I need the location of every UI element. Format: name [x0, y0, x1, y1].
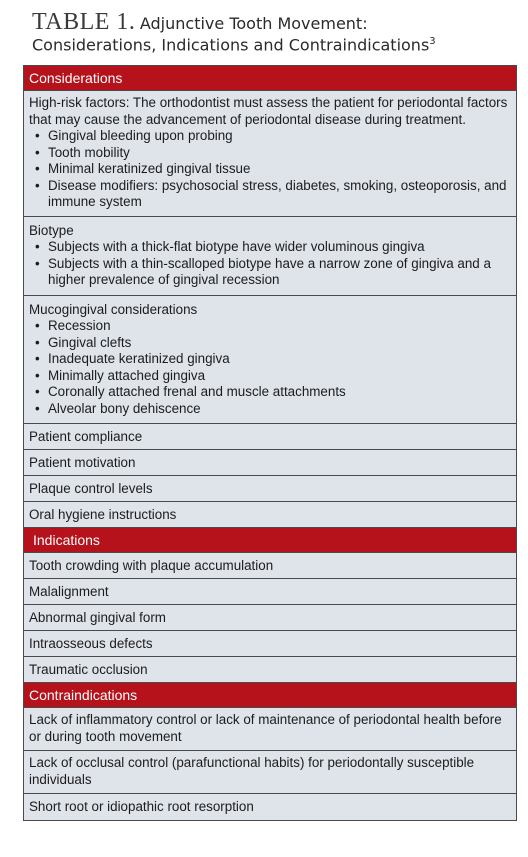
- mucogingival-list: [29, 318, 510, 417]
- considerations-table: [23, 65, 517, 821]
- section-header-indications: Indications: [24, 528, 516, 553]
- table-label: TABLE 1.: [32, 9, 136, 35]
- row-mucogingival: [24, 296, 516, 425]
- list-item: • Subjects with a thick-flat biotype have wider voluminous gingiva: [29, 239, 510, 256]
- table-row: Short root or idiopathic root resorption: [24, 794, 516, 820]
- biotype-list: [29, 239, 510, 289]
- list-item: • Alveolar bony dehiscence: [29, 401, 510, 418]
- list-item: • Minimally attached gingiva: [29, 368, 510, 385]
- list-item: • Gingival clefts: [29, 335, 510, 352]
- table-title: [32, 10, 512, 54]
- table-row: Patient motivation: [24, 450, 516, 476]
- table-row: Plaque control levels: [24, 476, 516, 502]
- list-item: • Disease modifiers: psychosocial stress, diabetes, smoking, osteoporosis, and immune system: [29, 178, 510, 211]
- row-high-risk-factors: [24, 91, 516, 217]
- list-item: • Tooth mobility: [29, 145, 510, 162]
- high-risk-list: [29, 128, 510, 211]
- title-footnote-ref: 3: [429, 36, 436, 48]
- table-row: Patient compliance: [24, 424, 516, 450]
- row-biotype: [24, 217, 516, 296]
- table-row: Lack of occlusal control (parafunctional habits) for periodontally susceptible individuals: [24, 751, 516, 794]
- table-row: Traumatic occlusion: [24, 657, 516, 683]
- list-item: • Inadequate keratinized gingiva: [29, 351, 510, 368]
- section-header-contraindications: Contraindications: [24, 683, 516, 708]
- table-row: Oral hygiene instructions: [24, 502, 516, 528]
- table-row: Malalignment: [24, 579, 516, 605]
- table-row: Abnormal gingival form: [24, 605, 516, 631]
- table-row: Intraosseous defects: [24, 631, 516, 657]
- list-item: • Gingival bleeding upon probing: [29, 128, 510, 145]
- title-line-2: Considerations, Indications and Contraindications: [32, 35, 430, 55]
- biotype-intro: Biotype: [29, 222, 74, 238]
- list-item: • Recession: [29, 318, 510, 335]
- high-risk-intro: High-risk factors: The orthodontist must assess the patient for periodontal factors that may cause the advancement of periodontal disease during treatment.: [29, 95, 508, 127]
- mucogingival-intro: Mucogingival considerations: [29, 301, 198, 317]
- table-row: Lack of inflammatory control or lack of maintenance of periodontal health before or during tooth movement: [24, 708, 516, 751]
- list-item: • Coronally attached frenal and muscle attachments: [29, 384, 510, 401]
- table-row: Tooth crowding with plaque accumulation: [24, 553, 516, 579]
- section-header-considerations: Considerations: [24, 66, 516, 91]
- list-item: • Subjects with a thin-scalloped biotype have a narrow zone of gingiva and a higher prevalence of gingival recession: [29, 256, 510, 289]
- list-item: • Minimal keratinized gingival tissue: [29, 161, 510, 178]
- title-line-1: Adjunctive Tooth Movement:: [139, 14, 368, 33]
